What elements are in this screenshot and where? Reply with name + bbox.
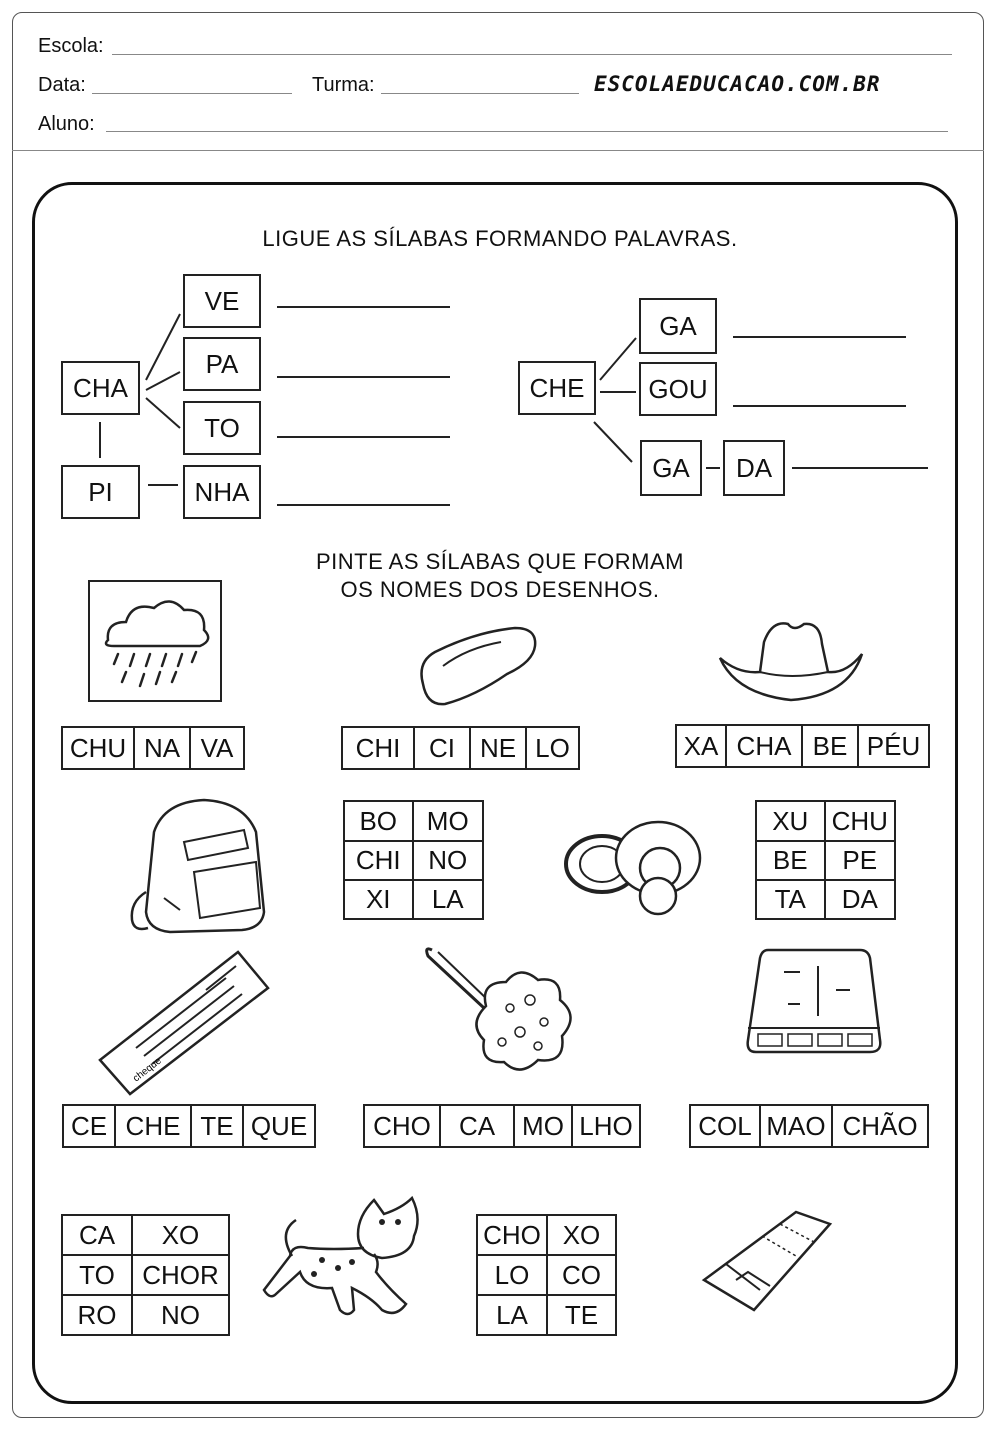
student-label: Aluno: (38, 113, 95, 135)
hat-picture (716, 614, 866, 706)
check-icon (100, 952, 268, 1094)
answer-line[interactable] (277, 376, 450, 378)
syllable-cell[interactable]: BE (803, 726, 859, 766)
syllable-cell[interactable]: XO (133, 1216, 228, 1256)
syllable-cell[interactable]: TO (63, 1256, 133, 1296)
syllable-cell[interactable]: XU (757, 802, 826, 842)
syllable-cell[interactable]: NA (135, 728, 191, 768)
syllable-cell[interactable]: NO (161, 1299, 200, 1330)
syllable-row-calculator (689, 1104, 929, 1148)
syllable-ga-2[interactable]: GA (640, 440, 702, 496)
syllable-cell[interactable]: LA (478, 1296, 548, 1334)
syllable-cell[interactable]: VA (200, 732, 234, 763)
syllable-cell[interactable]: COL (691, 1106, 761, 1146)
syllable-cell[interactable]: CA (63, 1216, 133, 1256)
answer-line[interactable] (792, 467, 928, 469)
site-logo-text: ESCOLAEDUCACAO.COM.BR (594, 72, 881, 96)
syllable-ve[interactable]: VE (183, 274, 261, 328)
syllable-cell[interactable]: MO (515, 1106, 573, 1146)
syllable-cell[interactable]: NO (414, 842, 483, 881)
syllable-cell[interactable]: CHO (365, 1106, 441, 1146)
class-label: Turma: (312, 74, 375, 96)
syllable-cell[interactable]: XI (345, 881, 414, 918)
syllable-cell[interactable]: RO (63, 1296, 133, 1334)
svg-text:cheque: cheque (131, 1055, 164, 1085)
backpack-icon (146, 800, 264, 932)
backpack-picture (124, 792, 274, 938)
syllable-cell[interactable]: CHI (345, 842, 414, 881)
syllable-grid-puppy (61, 1214, 230, 1336)
section2-title-line2: OS NOMES DOS DESENHOS. (340, 577, 660, 602)
syllable-cell[interactable]: CHE (116, 1106, 192, 1146)
answer-line[interactable] (277, 436, 450, 438)
section1-title: LIGUE AS SÍLABAS FORMANDO PALAVRAS. (262, 226, 738, 251)
syllable-cell[interactable]: TE (192, 1106, 244, 1146)
answer-line[interactable] (277, 306, 450, 308)
syllable-cell[interactable]: CI (415, 728, 471, 768)
syllable-cell[interactable]: XA (677, 726, 727, 766)
answer-line[interactable] (733, 336, 906, 338)
syllable-row-check (62, 1104, 316, 1148)
puppy-icon (358, 1198, 418, 1258)
syllable-grid-chocolate (476, 1214, 617, 1336)
calculator-icon (748, 950, 881, 1052)
section2-title-line1: PINTE AS SÍLABAS QUE FORMAM (315, 549, 685, 574)
syllable-grid-pacifier (343, 800, 484, 920)
syllable-cell[interactable]: CO (548, 1256, 615, 1296)
syllable-cell[interactable]: MO (414, 802, 483, 842)
syllable-ga[interactable]: GA (639, 298, 717, 354)
syllable-cell[interactable]: NE (471, 728, 527, 768)
syllable-cell[interactable]: PÉU (866, 730, 921, 761)
syllable-grid-backpack (755, 800, 896, 920)
rain-cloud-picture (88, 580, 222, 702)
syllable-che[interactable]: CHE (518, 361, 596, 415)
cloud-icon (106, 601, 208, 646)
syllable-cell[interactable]: TA (757, 881, 826, 918)
syllable-cell[interactable]: CA (441, 1106, 515, 1146)
syllable-cell[interactable]: BO (345, 802, 414, 842)
pacifier-picture (562, 812, 706, 920)
syllable-cell[interactable]: CE (64, 1106, 116, 1146)
syllable-pi[interactable]: PI (61, 465, 140, 519)
syllable-cell[interactable]: CHA (727, 726, 803, 766)
syllable-to[interactable]: TO (183, 401, 261, 455)
syllable-row-sponge (363, 1104, 641, 1148)
syllable-cell[interactable]: TE (564, 1299, 599, 1330)
syllable-cell[interactable]: LHO (579, 1110, 633, 1141)
syllable-cell[interactable]: CHÃO (842, 1110, 918, 1141)
syllable-cell[interactable]: MAO (761, 1106, 833, 1146)
puppy-picture (262, 1192, 434, 1322)
syllable-cha[interactable]: CHA (61, 361, 140, 415)
calculator-picture (744, 946, 884, 1058)
slipper-picture (415, 622, 540, 712)
syllable-cell[interactable]: LO (478, 1256, 548, 1296)
sponge-picture (420, 942, 582, 1080)
answer-line[interactable] (277, 504, 450, 506)
syllable-cell[interactable]: LO (535, 732, 570, 763)
hat-icon (720, 623, 862, 700)
syllable-cell[interactable]: CHU (63, 728, 135, 768)
syllable-da[interactable]: DA (723, 440, 785, 496)
section2-title (250, 548, 750, 604)
syllable-cell[interactable]: DA (841, 884, 878, 914)
check-picture (96, 948, 272, 1096)
syllable-pa[interactable]: PA (183, 337, 261, 391)
syllable-cell[interactable]: CHU (826, 802, 895, 842)
syllable-row-slipper (341, 726, 580, 770)
syllable-cell[interactable]: CHO (478, 1216, 548, 1256)
syllable-gou[interactable]: GOU (639, 362, 717, 416)
syllable-cell[interactable]: XO (548, 1216, 615, 1256)
syllable-cell[interactable]: LA (431, 884, 464, 914)
date-label: Data: (38, 74, 86, 96)
syllable-cell[interactable]: PE (826, 842, 895, 881)
answer-line[interactable] (733, 405, 906, 407)
syllable-row-rain (61, 726, 245, 770)
syllable-nha[interactable]: NHA (183, 465, 261, 519)
school-label: Escola: (38, 35, 104, 57)
chocolate-bar-picture (700, 1206, 834, 1314)
sponge-icon (427, 949, 484, 1008)
slipper-icon (422, 628, 536, 704)
syllable-row-hat (675, 724, 930, 768)
chocolate-bar-icon (704, 1212, 830, 1310)
syllable-cell[interactable]: CHI (343, 728, 415, 768)
syllable-cell[interactable]: CHOR (133, 1256, 228, 1296)
syllable-cell[interactable]: BE (757, 842, 826, 881)
syllable-cell[interactable]: QUE (250, 1110, 308, 1141)
